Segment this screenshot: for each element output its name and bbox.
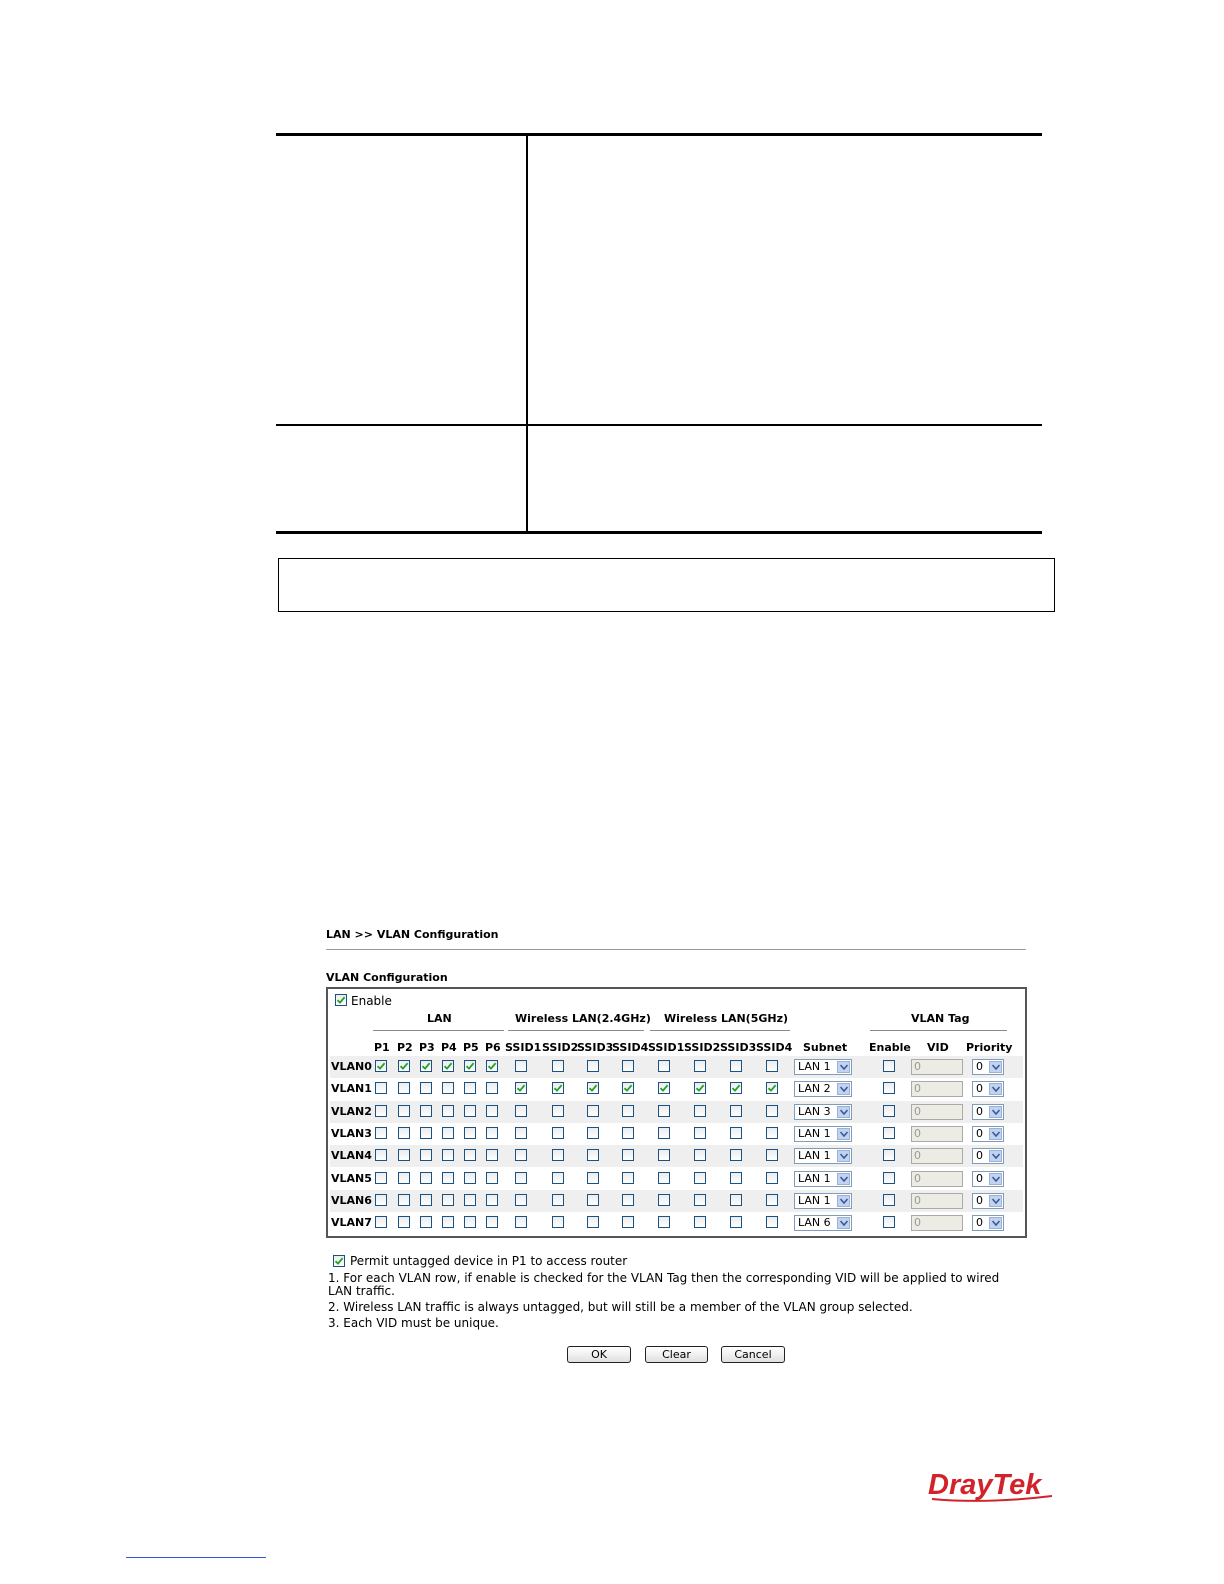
- vlan7-port-p6-checkbox[interactable]: [486, 1216, 498, 1228]
- note-2: 2. Wireless LAN traffic is always untagged, but will still be a member of the VLAN group selected.: [328, 1300, 913, 1314]
- vlan4-wlan5-ssid1-checkbox[interactable]: [658, 1149, 670, 1161]
- column-header-p1: P1: [374, 1041, 390, 1054]
- vlan0-wlan24-ssid4-checkbox[interactable]: [622, 1060, 634, 1072]
- table-top-rule: [276, 133, 1042, 136]
- vlan5-wlan24-ssid4-checkbox[interactable]: [622, 1172, 634, 1184]
- vlan1-port-p5-checkbox[interactable]: [464, 1082, 476, 1094]
- column-header-wlan24-ssid3: SSID3: [577, 1041, 614, 1054]
- vlan5-port-p1-checkbox[interactable]: [375, 1172, 387, 1184]
- vlan6-port-p3-checkbox[interactable]: [420, 1194, 432, 1206]
- group-vlan-tag-header: VLAN Tag: [911, 1012, 970, 1025]
- column-header-p4: P4: [441, 1041, 457, 1054]
- chevron-down-icon[interactable]: [989, 1061, 1002, 1073]
- vlan7-priority-select[interactable]: [972, 1215, 1004, 1231]
- priority-value: 0: [976, 1193, 983, 1207]
- vlan0-priority-select[interactable]: [972, 1059, 1004, 1075]
- vlan0-subnet-select[interactable]: [794, 1059, 852, 1075]
- vlan4-port-p4-checkbox[interactable]: [442, 1149, 454, 1161]
- vlan2-wlan24-ssid1-checkbox[interactable]: [515, 1105, 527, 1117]
- vlan5-port-p4-checkbox[interactable]: [442, 1172, 454, 1184]
- priority-value: 0: [976, 1060, 983, 1073]
- vlan2-vid-input[interactable]: 0: [911, 1104, 963, 1120]
- chevron-down-icon[interactable]: [989, 1083, 1002, 1095]
- vlan4-priority-select[interactable]: [972, 1148, 1004, 1164]
- vlan0-wlan5-ssid1-checkbox[interactable]: [658, 1060, 670, 1072]
- vlan0-port-p1-checkbox[interactable]: [375, 1060, 387, 1072]
- vlan7-tag-enable-checkbox[interactable]: [883, 1216, 895, 1228]
- vlan6-wlan5-ssid1-checkbox[interactable]: [658, 1194, 670, 1206]
- vlan6-tag-enable-checkbox[interactable]: [883, 1194, 895, 1206]
- vlan6-priority-select[interactable]: [972, 1193, 1004, 1209]
- column-header-wlan5-ssid1: SSID1: [648, 1041, 685, 1054]
- vlan-row-name: VLAN5: [331, 1171, 372, 1185]
- vlan5-priority-select[interactable]: [972, 1171, 1004, 1187]
- subnet-value: LAN 1: [798, 1171, 831, 1185]
- vlan6-port-p1-checkbox[interactable]: [375, 1194, 387, 1206]
- group-wlan5-divider: [650, 1030, 790, 1031]
- vlan5-port-p5-checkbox[interactable]: [464, 1172, 476, 1184]
- vlan3-port-p1-checkbox[interactable]: [375, 1127, 387, 1139]
- vlan1-priority-select[interactable]: [972, 1081, 1004, 1097]
- vlan5-wlan5-ssid3-checkbox[interactable]: [730, 1172, 742, 1184]
- table-bottom-rule: [276, 531, 1042, 534]
- vlan-row-name: VLAN7: [331, 1216, 372, 1230]
- vlan7-port-p4-checkbox[interactable]: [442, 1216, 454, 1228]
- vlan-enable-checkbox[interactable]: [335, 994, 347, 1006]
- group-lan-header: LAN: [427, 1012, 452, 1025]
- vlan5-wlan24-ssid1-checkbox[interactable]: [515, 1172, 527, 1184]
- vlan2-wlan24-ssid3-checkbox[interactable]: [587, 1105, 599, 1117]
- chevron-down-icon[interactable]: [989, 1106, 1002, 1118]
- vlan3-wlan24-ssid4-checkbox[interactable]: [622, 1127, 634, 1139]
- priority-value: 0: [976, 1171, 983, 1185]
- vlan4-wlan24-ssid2-checkbox[interactable]: [552, 1149, 564, 1161]
- vlan1-vid-input[interactable]: 0: [911, 1081, 963, 1097]
- group-wlan24-divider: [508, 1030, 644, 1031]
- table-column-divider: [526, 133, 528, 533]
- vlan6-port-p4-checkbox[interactable]: [442, 1194, 454, 1206]
- note-1: 1. For each VLAN row, if enable is checked for the VLAN Tag then the corresponding VID will be applied to wired: [328, 1271, 1000, 1285]
- priority-value: 0: [976, 1082, 983, 1096]
- group-wlan24-header: Wireless LAN(2.4GHz): [515, 1012, 651, 1025]
- vlan6-wlan5-ssid2-checkbox[interactable]: [694, 1194, 706, 1206]
- vlan6-port-p5-checkbox[interactable]: [464, 1194, 476, 1206]
- column-header-p2: P2: [397, 1041, 413, 1054]
- vlan7-port-p1-checkbox[interactable]: [375, 1216, 387, 1228]
- priority-value: 0: [976, 1104, 983, 1118]
- vlan2-port-p3-checkbox[interactable]: [420, 1105, 432, 1117]
- vlan-config-panel: [326, 987, 1027, 1238]
- vlan2-wlan24-ssid2-checkbox[interactable]: [552, 1105, 564, 1117]
- vlan6-wlan24-ssid1-checkbox[interactable]: [515, 1194, 527, 1206]
- subnet-value: LAN 3: [798, 1104, 831, 1118]
- vlan7-wlan5-ssid3-checkbox[interactable]: [730, 1216, 742, 1228]
- vlan5-tag-enable-checkbox[interactable]: [883, 1172, 895, 1184]
- vlan5-subnet-select[interactable]: [794, 1171, 852, 1187]
- breadcrumb-divider: [326, 949, 1026, 950]
- manual-table: [276, 133, 1042, 535]
- vlan0-wlan5-ssid3-checkbox[interactable]: [730, 1060, 742, 1072]
- vlan4-wlan5-ssid2-checkbox[interactable]: [694, 1149, 706, 1161]
- vlan3-wlan24-ssid1-checkbox[interactable]: [515, 1127, 527, 1139]
- vlan5-wlan5-ssid4-checkbox[interactable]: [766, 1172, 778, 1184]
- vlan5-port-p3-checkbox[interactable]: [420, 1172, 432, 1184]
- vlan4-port-p6-checkbox[interactable]: [486, 1149, 498, 1161]
- chevron-down-icon[interactable]: [837, 1150, 850, 1162]
- vlan3-subnet-select[interactable]: [794, 1126, 852, 1142]
- vlan4-wlan24-ssid3-checkbox[interactable]: [587, 1149, 599, 1161]
- vlan1-wlan24-ssid2-checkbox[interactable]: [552, 1082, 564, 1094]
- chevron-down-icon[interactable]: [989, 1217, 1002, 1229]
- vlan4-port-p2-checkbox[interactable]: [398, 1149, 410, 1161]
- vlan3-vid-input[interactable]: 0: [911, 1126, 963, 1142]
- vlan7-port-p5-checkbox[interactable]: [464, 1216, 476, 1228]
- section-title: VLAN Configuration: [326, 971, 448, 984]
- chevron-down-icon[interactable]: [837, 1217, 850, 1229]
- vlan2-wlan5-ssid2-checkbox[interactable]: [694, 1105, 706, 1117]
- group-lan-divider: [373, 1030, 504, 1031]
- column-header-priority: Priority: [966, 1041, 1013, 1054]
- chevron-down-icon[interactable]: [989, 1150, 1002, 1162]
- column-header-subnet: Subnet: [803, 1041, 848, 1054]
- group-wlan5-header: Wireless LAN(5GHz): [664, 1012, 789, 1025]
- column-header-vid: VID: [927, 1041, 949, 1054]
- column-header-wlan5-ssid2: SSID2: [684, 1041, 721, 1054]
- vlan6-vid-input[interactable]: 0: [911, 1193, 963, 1209]
- vlan7-subnet-select[interactable]: [794, 1215, 852, 1231]
- vlan5-wlan5-ssid2-checkbox[interactable]: [694, 1172, 706, 1184]
- clear-button[interactable]: Clear: [645, 1346, 708, 1363]
- priority-value: 0: [976, 1126, 983, 1140]
- column-header-wlan24-ssid1: SSID1: [505, 1041, 542, 1054]
- column-header-wlan5-ssid3: SSID3: [720, 1041, 757, 1054]
- vlan5-wlan24-ssid3-checkbox[interactable]: [587, 1172, 599, 1184]
- vlan2-port-p6-checkbox[interactable]: [486, 1105, 498, 1117]
- vlan7-port-p3-checkbox[interactable]: [420, 1216, 432, 1228]
- vlan3-wlan5-ssid2-checkbox[interactable]: [694, 1127, 706, 1139]
- vlan6-wlan5-ssid3-checkbox[interactable]: [730, 1194, 742, 1206]
- vlan3-wlan24-ssid3-checkbox[interactable]: [587, 1127, 599, 1139]
- vlan-row-name: VLAN6: [331, 1193, 372, 1207]
- chevron-down-icon[interactable]: [837, 1083, 850, 1095]
- vlan7-wlan24-ssid4-checkbox[interactable]: [622, 1216, 634, 1228]
- vlan2-port-p5-checkbox[interactable]: [464, 1105, 476, 1117]
- vlan5-wlan5-ssid1-checkbox[interactable]: [658, 1172, 670, 1184]
- vlan0-tag-enable-checkbox[interactable]: [883, 1060, 895, 1072]
- vlan4-port-p1-checkbox[interactable]: [375, 1149, 387, 1161]
- vlan2-wlan5-ssid1-checkbox[interactable]: [658, 1105, 670, 1117]
- vlan7-wlan24-ssid3-checkbox[interactable]: [587, 1216, 599, 1228]
- vlan2-port-p1-checkbox[interactable]: [375, 1105, 387, 1117]
- column-header-wlan24-ssid4: SSID4: [612, 1041, 649, 1054]
- vlan2-wlan24-ssid4-checkbox[interactable]: [622, 1105, 634, 1117]
- subnet-value: LAN 1: [798, 1193, 831, 1207]
- vlan0-wlan24-ssid1-checkbox[interactable]: [515, 1060, 527, 1072]
- vlan4-wlan5-ssid4-checkbox[interactable]: [766, 1149, 778, 1161]
- vlan3-wlan5-ssid3-checkbox[interactable]: [730, 1127, 742, 1139]
- permit-untagged-label: Permit untagged device in P1 to access router: [350, 1254, 628, 1268]
- vlan3-port-p3-checkbox[interactable]: [420, 1127, 432, 1139]
- vlan0-port-p5-checkbox[interactable]: [464, 1060, 476, 1072]
- vlan1-wlan5-ssid1-checkbox[interactable]: [658, 1082, 670, 1094]
- vlan3-wlan24-ssid2-checkbox[interactable]: [552, 1127, 564, 1139]
- vlan7-wlan24-ssid2-checkbox[interactable]: [552, 1216, 564, 1228]
- draytek-logo: [926, 1466, 1058, 1510]
- vlan0-port-p6-checkbox[interactable]: [486, 1060, 498, 1072]
- vlan5-wlan24-ssid2-checkbox[interactable]: [552, 1172, 564, 1184]
- vlan3-wlan5-ssid1-checkbox[interactable]: [658, 1127, 670, 1139]
- subnet-value: LAN 1: [798, 1126, 831, 1140]
- vlan7-port-p2-checkbox[interactable]: [398, 1216, 410, 1228]
- vlan3-port-p2-checkbox[interactable]: [398, 1127, 410, 1139]
- column-header-p3: P3: [419, 1041, 435, 1054]
- chevron-down-icon[interactable]: [989, 1173, 1002, 1185]
- subnet-value: LAN 1: [798, 1060, 831, 1073]
- vlan4-tag-enable-checkbox[interactable]: [883, 1149, 895, 1161]
- vlan7-wlan24-ssid1-checkbox[interactable]: [515, 1216, 527, 1228]
- vlan3-wlan5-ssid4-checkbox[interactable]: [766, 1127, 778, 1139]
- vlan0-port-p3-checkbox[interactable]: [420, 1060, 432, 1072]
- permit-untagged-checkbox[interactable]: [333, 1255, 345, 1267]
- vlan1-port-p2-checkbox[interactable]: [398, 1082, 410, 1094]
- vlan6-wlan5-ssid4-checkbox[interactable]: [766, 1194, 778, 1206]
- vlan0-port-p4-checkbox[interactable]: [442, 1060, 454, 1072]
- column-header-tag-enable: Enable: [869, 1041, 911, 1054]
- vlan1-tag-enable-checkbox[interactable]: [883, 1082, 895, 1094]
- vlan2-wlan5-ssid3-checkbox[interactable]: [730, 1105, 742, 1117]
- vlan7-wlan5-ssid2-checkbox[interactable]: [694, 1216, 706, 1228]
- priority-value: 0: [976, 1149, 983, 1163]
- vlan-enable-label: Enable: [351, 994, 392, 1008]
- vlan1-wlan5-ssid3-checkbox[interactable]: [730, 1082, 742, 1094]
- vlan3-tag-enable-checkbox[interactable]: [883, 1127, 895, 1139]
- vlan4-port-p5-checkbox[interactable]: [464, 1149, 476, 1161]
- subnet-value: LAN 6: [798, 1216, 831, 1230]
- vlan0-wlan24-ssid2-checkbox[interactable]: [552, 1060, 564, 1072]
- table-mid-rule: [276, 424, 1042, 426]
- vlan1-port-p1-checkbox[interactable]: [375, 1082, 387, 1094]
- note-box: [278, 558, 1055, 612]
- vlan-row-name: VLAN0: [331, 1060, 372, 1073]
- chevron-down-icon[interactable]: [837, 1128, 850, 1140]
- vlan3-priority-select[interactable]: [972, 1126, 1004, 1142]
- vlan-row-name: VLAN1: [331, 1082, 372, 1096]
- vlan-row-name: VLAN3: [331, 1126, 372, 1140]
- column-header-p5: P5: [463, 1041, 479, 1054]
- vlan0-wlan5-ssid4-checkbox[interactable]: [766, 1060, 778, 1072]
- column-header-wlan24-ssid2: SSID2: [542, 1041, 579, 1054]
- vlan7-wlan5-ssid4-checkbox[interactable]: [766, 1216, 778, 1228]
- cancel-button[interactable]: Cancel: [721, 1346, 785, 1363]
- vlan6-port-p6-checkbox[interactable]: [486, 1194, 498, 1206]
- column-header-p6: P6: [485, 1041, 501, 1054]
- vlan1-wlan24-ssid4-checkbox[interactable]: [622, 1082, 634, 1094]
- vlan-row-name: VLAN4: [331, 1149, 372, 1163]
- chevron-down-icon[interactable]: [989, 1128, 1002, 1140]
- vlan3-port-p5-checkbox[interactable]: [464, 1127, 476, 1139]
- vlan4-wlan5-ssid3-checkbox[interactable]: [730, 1149, 742, 1161]
- vlan6-wlan24-ssid4-checkbox[interactable]: [622, 1194, 634, 1206]
- vlan1-wlan24-ssid1-checkbox[interactable]: [515, 1082, 527, 1094]
- vlan7-vid-input[interactable]: 0: [911, 1215, 963, 1231]
- vlan1-port-p6-checkbox[interactable]: [486, 1082, 498, 1094]
- vlan2-priority-select[interactable]: [972, 1104, 1004, 1120]
- vlan6-subnet-select[interactable]: [794, 1193, 852, 1209]
- breadcrumb: LAN >> VLAN Configuration: [326, 928, 499, 941]
- ok-button[interactable]: OK: [567, 1346, 631, 1363]
- group-vlan-tag-divider: [870, 1030, 1007, 1031]
- vlan4-subnet-select[interactable]: [794, 1148, 852, 1164]
- vlan6-wlan24-ssid3-checkbox[interactable]: [587, 1194, 599, 1206]
- vlan0-wlan5-ssid2-checkbox[interactable]: [694, 1060, 706, 1072]
- vlan2-tag-enable-checkbox[interactable]: [883, 1105, 895, 1117]
- vlan7-wlan5-ssid1-checkbox[interactable]: [658, 1216, 670, 1228]
- vlan1-wlan24-ssid3-checkbox[interactable]: [587, 1082, 599, 1094]
- chevron-down-icon[interactable]: [989, 1195, 1002, 1207]
- vlan4-wlan24-ssid1-checkbox[interactable]: [515, 1149, 527, 1161]
- vlan3-port-p6-checkbox[interactable]: [486, 1127, 498, 1139]
- chevron-down-icon[interactable]: [837, 1061, 850, 1073]
- vlan4-port-p3-checkbox[interactable]: [420, 1149, 432, 1161]
- footer-link-underline: [126, 1557, 266, 1558]
- vlan4-wlan24-ssid4-checkbox[interactable]: [622, 1149, 634, 1161]
- vlan0-port-p2-checkbox[interactable]: [398, 1060, 410, 1072]
- vlan5-port-p2-checkbox[interactable]: [398, 1172, 410, 1184]
- subnet-value: LAN 1: [798, 1149, 831, 1163]
- vlan1-port-p3-checkbox[interactable]: [420, 1082, 432, 1094]
- vlan5-vid-input[interactable]: 0: [911, 1171, 963, 1187]
- priority-value: 0: [976, 1216, 983, 1230]
- vlan2-subnet-select[interactable]: [794, 1104, 852, 1120]
- vlan2-port-p4-checkbox[interactable]: [442, 1105, 454, 1117]
- vlan1-wlan5-ssid2-checkbox[interactable]: [694, 1082, 706, 1094]
- column-header-wlan5-ssid4: SSID4: [756, 1041, 793, 1054]
- chevron-down-icon[interactable]: [837, 1195, 850, 1207]
- vlan2-port-p2-checkbox[interactable]: [398, 1105, 410, 1117]
- subnet-value: LAN 2: [798, 1082, 831, 1096]
- vlan3-port-p4-checkbox[interactable]: [442, 1127, 454, 1139]
- vlan1-wlan5-ssid4-checkbox[interactable]: [766, 1082, 778, 1094]
- chevron-down-icon[interactable]: [837, 1173, 850, 1185]
- vlan4-vid-input[interactable]: 0: [911, 1148, 963, 1164]
- note-1-continued: LAN traffic.: [328, 1284, 395, 1298]
- vlan2-wlan5-ssid4-checkbox[interactable]: [766, 1105, 778, 1117]
- vlan0-vid-input[interactable]: 0: [911, 1059, 963, 1075]
- logo-text: DrayTek: [928, 1469, 1042, 1501]
- vlan1-subnet-select[interactable]: [794, 1081, 852, 1097]
- vlan0-wlan24-ssid3-checkbox[interactable]: [587, 1060, 599, 1072]
- vlan1-port-p4-checkbox[interactable]: [442, 1082, 454, 1094]
- chevron-down-icon[interactable]: [837, 1106, 850, 1118]
- vlan5-port-p6-checkbox[interactable]: [486, 1172, 498, 1184]
- vlan6-port-p2-checkbox[interactable]: [398, 1194, 410, 1206]
- note-3: 3. Each VID must be unique.: [328, 1316, 499, 1330]
- vlan6-wlan24-ssid2-checkbox[interactable]: [552, 1194, 564, 1206]
- vlan-row-name: VLAN2: [331, 1104, 372, 1118]
